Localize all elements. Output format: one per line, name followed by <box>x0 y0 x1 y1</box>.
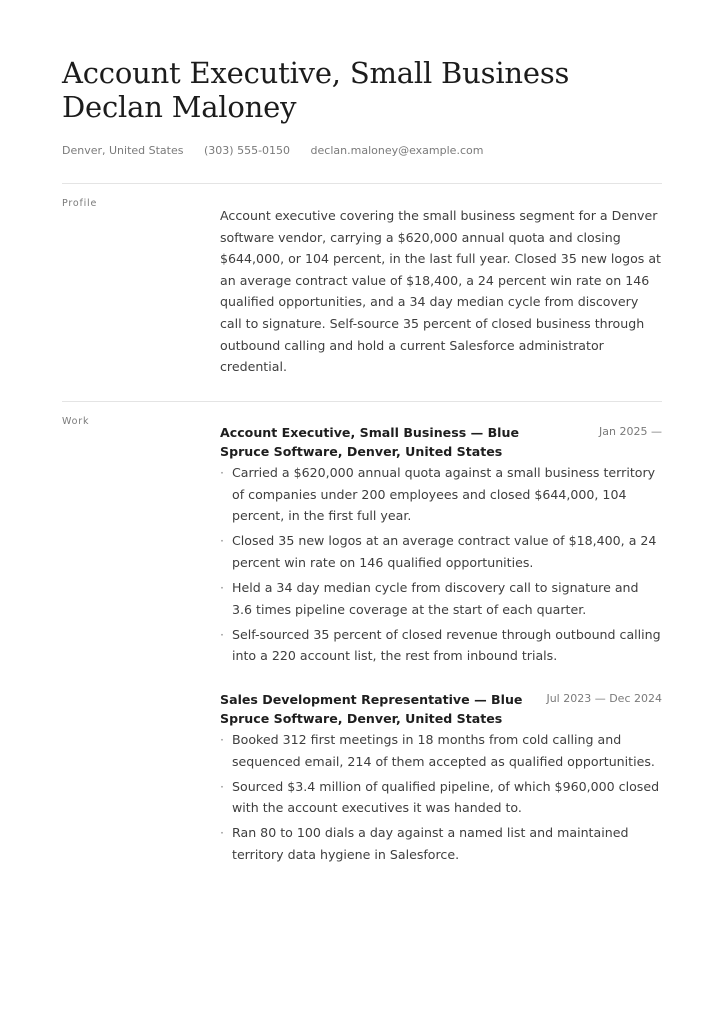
profile-section-label: Profile <box>62 198 98 209</box>
profile-summary: Account executive covering the small business segment for a Denver software vendor, carrying a $620,000 annual quota and closing $644,000, or 104 percent, in the last full year. Closed 35 new logos at an average contract value of $18,400, a 24 percent win rate on 146 qualified opportunities, and a 34 day median cycle from discovery call to signature. Self-source 35 percent of closed business through outbound calling and hold a current Salesforce administrator credential. <box>220 208 661 375</box>
job-bullet: · Held a 34 day median cycle from discovery call to signature and 3.6 times pipeline coverage at the start of each quarter. <box>220 577 662 620</box>
divider <box>62 183 662 184</box>
divider <box>62 401 662 402</box>
work-section-label: Work <box>62 416 90 427</box>
job-header <box>220 691 662 729</box>
email-text: declan.maloney@example.com <box>310 144 484 157</box>
job-bullet: · Ran 80 to 100 dials a day against a named list and maintained territory data hygiene in Salesforce. <box>220 822 662 865</box>
job-bullet: · Carried a $620,000 annual quota against a small business territory of companies under 200 employees and closed $644,000, 104 percent, in the first full year. <box>220 462 662 527</box>
job-bullet: · Self-sourced 35 percent of closed revenue through outbound calling into a 220 account list, the rest from inbound trials. <box>220 624 662 667</box>
job-title: Sales Development Representative — Blue Spruce Software, Denver, United States <box>220 692 523 726</box>
job-bullets <box>220 462 662 667</box>
job-header <box>220 424 662 462</box>
location-text: Denver, United States <box>62 144 184 157</box>
job-dates: Jul 2023 — Dec 2024 <box>546 692 662 705</box>
candidate-name: Declan Maloney <box>62 90 297 124</box>
job-title: Account Executive, Small Business — Blue Spruce Software, Denver, United States <box>220 425 519 459</box>
job-bullet: · Sourced $3.4 million of qualified pipeline, of which $960,000 closed with the account executives it was handed to. <box>220 776 662 819</box>
job-bullet: · Booked 312 first meetings in 18 months from cold calling and sequenced email, 214 of them accepted as qualified opportunities. <box>220 729 662 772</box>
resume-title <box>62 56 662 124</box>
job-bullets <box>220 729 662 866</box>
phone-text: (303) 555-0150 <box>204 144 291 157</box>
contact-line <box>62 144 500 157</box>
job-bullet: · Closed 35 new logos at an average contract value of $18,400, a 24 percent win rate on 146 qualified opportunities. <box>220 530 662 573</box>
job-dates: Jan 2025 — <box>599 425 662 438</box>
job-entry <box>220 424 662 670</box>
job-title-heading: Account Executive, Small Business <box>62 56 570 90</box>
job-entry <box>220 691 662 869</box>
